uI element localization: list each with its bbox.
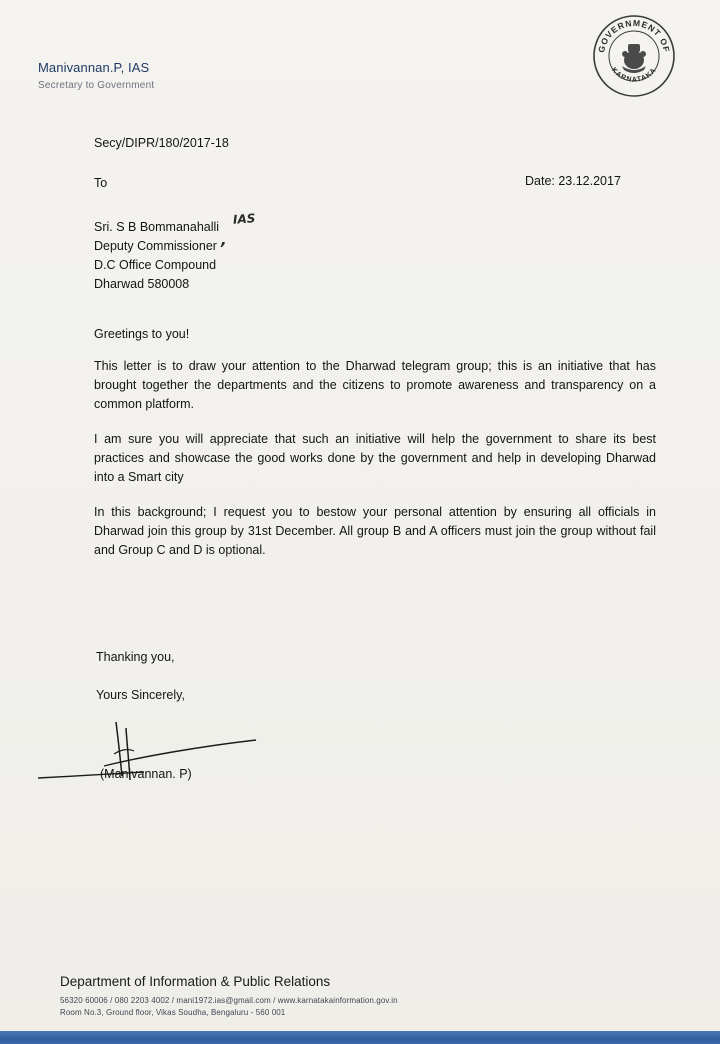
recipient-address bbox=[94, 218, 219, 294]
reference-number: Secy/DIPR/180/2017-18 bbox=[94, 136, 229, 150]
sender-title: Secretary to Government bbox=[38, 80, 155, 91]
signatory-name: (Manivannan. P) bbox=[100, 767, 192, 781]
body-paragraph: I am sure you will appreciate that such an initiative will help the government to share its best practices and showcase the good works done by the government and help in developing Dharwad into a Smart city bbox=[94, 432, 656, 484]
closing-sincerely: Yours Sincerely, bbox=[96, 688, 185, 702]
body-paragraph: In this background; I request you to bestow your personal attention by ensuring all officials in Dharwad join this group by 31st December. All group B and A officers must join the group without fail and Group C and D is optional. bbox=[94, 505, 656, 557]
sender-name: Manivannan.P, IAS bbox=[38, 60, 150, 75]
footer-department: Department of Information & Public Relations bbox=[60, 974, 331, 989]
recipient-office: D.C Office Compound bbox=[94, 258, 217, 272]
recipient-name: Sri. S B Bommanahalli bbox=[94, 220, 220, 234]
to-label: To bbox=[94, 176, 108, 190]
footer-contact: 56320 60006 / 080 2203 4002 / mani1972.ias@gmail.com / www.karnatakainformation.gov.in bbox=[60, 996, 398, 1005]
footer-bar bbox=[0, 1031, 720, 1044]
recipient-city: Dharwad 580008 bbox=[94, 277, 190, 291]
letter-date: Date: 23.12.2017 bbox=[525, 174, 621, 188]
recipient-designation: Deputy Commissioner bbox=[94, 239, 217, 253]
closing-thanks: Thanking you, bbox=[96, 650, 175, 664]
handwritten-comma: , bbox=[221, 231, 227, 249]
body-paragraph: This letter is to draw your attention to the Dharwad telegram group; this is an initiative that has brought together the departments and the citizens to promote awareness and transparency on a common platform. bbox=[94, 359, 656, 411]
government-seal-icon bbox=[592, 14, 676, 98]
greeting: Greetings to you! bbox=[94, 327, 190, 341]
footer-address: Room No.3, Ground floor, Vikas Soudha, Bengaluru - 560 001 bbox=[60, 1008, 286, 1017]
seal-top-text: GOVERNMENT OF bbox=[596, 17, 672, 54]
handwritten-ias: IAS bbox=[232, 211, 256, 227]
seal-bottom-text: KARNATAKA bbox=[609, 66, 659, 84]
svg-text:KARNATAKA bbox=[610, 67, 658, 84]
